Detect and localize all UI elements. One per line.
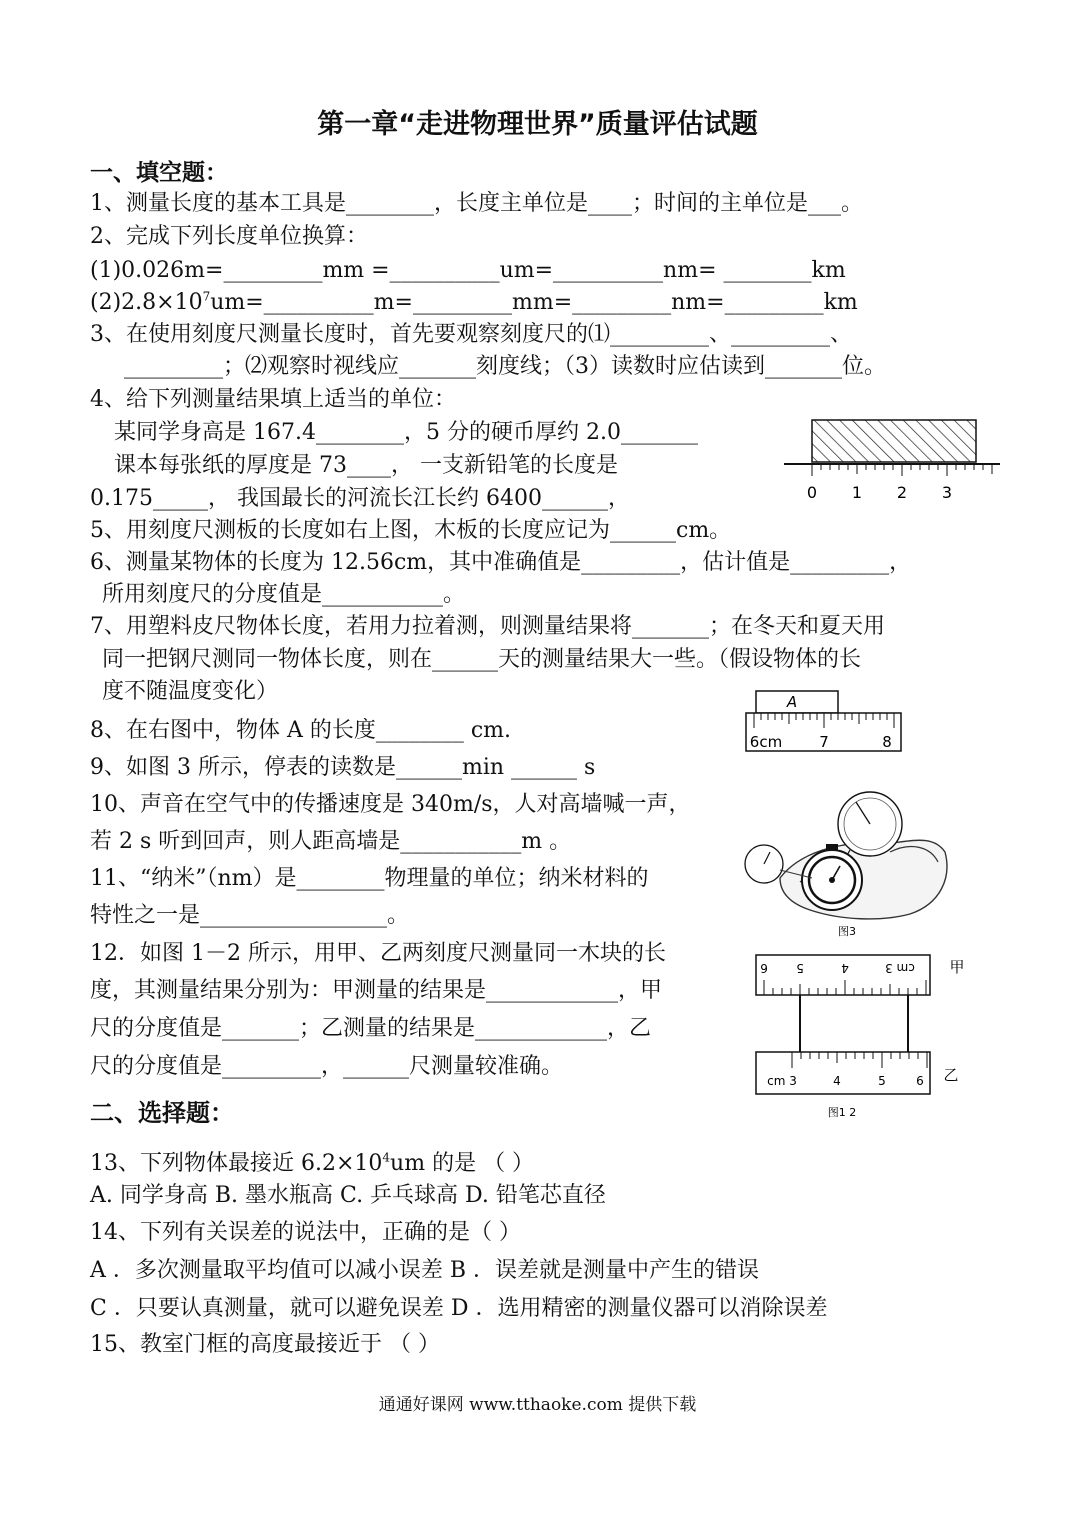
figure-caption: 图1 2: [827, 1106, 857, 1119]
question-8: 8、在右图中，物体 A 的长度________ cm.: [90, 718, 512, 743]
question-2-part-1: (1)0.026m=_________mm =__________um=__________nm= ________km: [90, 258, 846, 283]
question-11-line-2: 特性之一是_________________。: [90, 903, 410, 928]
ruler-yi-name: 乙: [943, 1066, 959, 1084]
yi-label-4: 4: [833, 1074, 841, 1088]
question-7-line-1: 7、用塑料皮尺物体长度，若用力拉着测，则测量结果将_______；在冬天和夏天用: [90, 614, 885, 639]
two-rulers-figure: [750, 952, 970, 1122]
question-12-line-1: 12．如图 1－2 所示，用甲、乙两刻度尺测量同一木块的长: [90, 941, 666, 966]
section-multiple-choice: 二、选择题：: [90, 1099, 234, 1127]
object-a-label: A: [786, 693, 798, 711]
section-fill-blank: 一、填空题：: [90, 160, 228, 186]
question-12-line-4: 尺的分度值是_________，______尺测量较准确。: [90, 1054, 564, 1079]
board-ruler-figure: [780, 412, 1010, 504]
ruler-label-8: 8: [882, 733, 892, 751]
question-3-line-2: _________；⑵观察时视线应_______刻度线；（3）读数时应估读到_______位。: [124, 354, 886, 379]
question-4-line-1: 某同学身高是 167.4________，5 分的硬币厚约 2.0_______: [114, 420, 698, 445]
tick-label-3: 3: [941, 483, 953, 502]
question-2: 2、完成下列长度单位换算：: [90, 224, 368, 249]
question-4-line-2: 课本每张纸的厚度是 73____， 一支新铅笔的长度是: [114, 453, 618, 478]
question-12-line-3: 尺的分度值是_______；乙测量的结果是____________，乙: [90, 1016, 652, 1041]
tick-label-0: 0: [806, 483, 818, 502]
footer: 通通好课网 www.tthaoke.com 提供下载: [378, 1395, 697, 1415]
jia-label-cm3: cm 3: [885, 961, 915, 975]
ruler-label-6cm: 6cm: [749, 733, 783, 751]
yi-label-6: 6: [916, 1074, 924, 1088]
question-2-part-2: $(2)2.8\times 10^7um=\_\_\_\_\_\_\_\_\_\_m=\_\_\_\_\_\_\_\_\_mm=\_\_\_\_\_\_\_\_\_nm=\_\_\_\_\_\_\_\_\_km$: [90, 289, 858, 315]
object-a-ruler-figure: [742, 688, 906, 756]
question-1: 1、测量长度的基本工具是________，长度主单位是____；时间的主单位是___。: [90, 191, 863, 216]
board: [812, 420, 976, 462]
yi-label-cm3: cm 3: [767, 1074, 797, 1088]
question-9: 9、如图 3 所示，停表的读数是______min ______ s: [90, 755, 596, 780]
question-7-line-3: 度不随温度变化）: [102, 679, 279, 704]
question-13: 13、下列物体最接近 $6.2\times 10^4um$ 的是 （ ）: [90, 1150, 535, 1176]
question-5: 5、用刻度尺测板的长度如右上图，木板的长度应记为______cm。: [90, 518, 732, 543]
ruler-label-7: 7: [819, 733, 829, 751]
question-4: 4、给下列测量结果填上适当的单位：: [90, 387, 456, 412]
question-14-options-cd: C ．只要认真测量，就可以避免误差 D ．选用精密的测量仪器可以消除误差: [90, 1296, 828, 1321]
question-12-line-2: 度，其测量结果分别为：甲测量的结果是____________，甲: [90, 978, 663, 1003]
question-4-line-3: 0.175_____， 我国最长的河流长江长约 6400______，: [90, 486, 630, 511]
question-13-options: A. 同学身高 B. 墨水瓶高 C. 乒乓球高 D. 铅笔芯直径: [90, 1183, 606, 1208]
jia-label-4: 4: [841, 961, 849, 975]
tick-label-1: 1: [851, 483, 863, 502]
question-14: 14、下列有关误差的说法中，正确的是（ ）: [90, 1220, 521, 1245]
tick-label-2: 2: [896, 483, 908, 502]
question-7-line-2: 同一把钢尺测同一物体长度，则在______天的测量结果大一些。（假设物体的长: [102, 647, 862, 672]
question-10-line-2: 若 2 s 听到回声，则人距高墙是___________m 。: [90, 829, 572, 854]
ruler-jia-name: 甲: [949, 958, 965, 976]
question-6-line-2: 所用刻度尺的分度值是___________。: [102, 582, 466, 607]
question-3-line-1: 3、在使用刻度尺测量长度时，首先要观察刻度尺的⑴_________、_________、: [90, 322, 852, 347]
jia-label-6: 6: [760, 961, 768, 975]
question-10-line-1: 10、声音在空气中的传播速度是 340m/s，人对高墙喊一声，: [90, 792, 691, 817]
question-6-line-1: 6、测量某物体的长度为 12.56cm，其中准确值是_________，估计值是_________，: [90, 550, 912, 575]
ruler-ticks: [812, 464, 992, 476]
page-title: 第一章“走进物理世界”质量评估试题: [317, 109, 758, 140]
question-14-options-ab: A ．多次测量取平均值可以减小误差 B ．误差就是测量中产生的错误: [90, 1258, 760, 1283]
question-11-line-1: 11、“纳米”（nm）是________物理量的单位；纳米材料的: [90, 866, 649, 891]
stopwatch-figure: [740, 782, 955, 942]
jia-label-5: 5: [796, 961, 804, 975]
question-15: 15、教室门框的高度最接近于 （ ）: [90, 1332, 440, 1357]
yi-label-5: 5: [878, 1074, 886, 1088]
stopwatch-caption: 图3: [838, 925, 856, 938]
